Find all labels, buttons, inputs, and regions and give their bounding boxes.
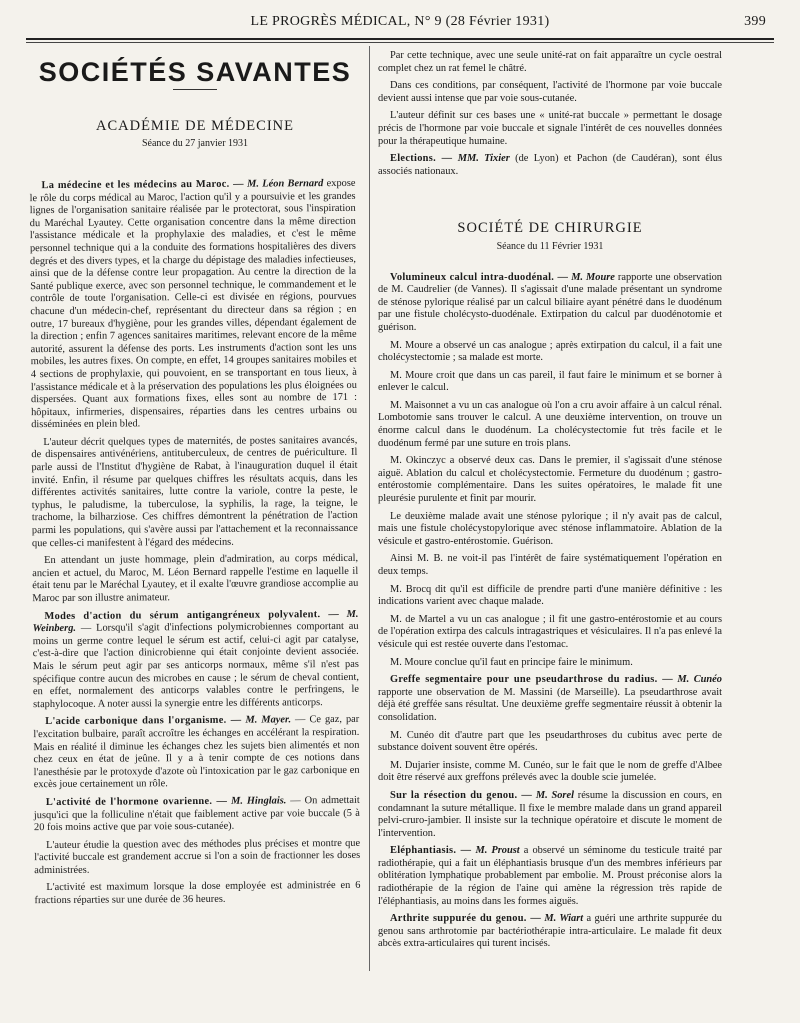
topic-heading: Elections. — — [390, 153, 453, 165]
paragraph: M. Okinczyc a observé deux cas. Dans le premier, il s'agissait d'une sténose aiguë. Ablation du calcul et cholécystectomie. Fermeture du duodénum ; gastro-entérostomie complémentaire. Dans les suites opératoires, le malade fit une pleurésie purulente et finit par mourir. — [378, 455, 722, 505]
paragraph: L'auteur décrit quelques types de maternités, de postes sanitaires avancés, de dispensaires antivénériens, antituberculeux, de centres de puériculture. Il parle aussi de l'Institut d'hygiène de Rabat, à l'inauguration duquel il était invité. Enfin, il résume par quelques chiffres les résultats acquis, dans les différentes activités sanitaires, lutte contre la variole, contre la peste, le typhus, le paludisme, la tuberculose, la syphilis, la rage, la teigne, le trachome, la bilharziose. Ces chiffres démontrent la pénétration de l'action parmi les populations, qui s'avère aussi par l'attachement et la reconnaissance que celles-ci manifestent à l'égard des médecins. — [31, 434, 358, 549]
paragraph-text: — Lorsqu'il s'agit d'infections polymicrobiennes comportant au moins un germe contre lequel le sérum est actif, celui-ci agit par catalyse, c'est-à-dire que l'action dinicrobienne qui était conjointe devient associée. Mais le sérum peut agir par ses anticorps normaux, même s'il n'est pas spécifique contre aucun des microbes en cause ; le sérum de cheval contient, en effet, normalement des anticorps valables contre le perfringens, le staphylocoque. A noter aussi la synergie entre les différents anticorps. — [32, 620, 360, 710]
author-name: M. Léon Bernard — [247, 177, 324, 190]
main-title: SOCIÉTÉS SAVANTES — [38, 57, 352, 87]
paragraph: Ainsi M. B. ne voit-il pas l'intérêt de faire systématiquement l'opération en deux temps. — [378, 553, 722, 577]
header-rule — [26, 38, 774, 40]
title-rule — [173, 89, 217, 90]
author-name: M. Wiart — [544, 913, 584, 925]
topic-heading: L'acide carbonique dans l'organisme. — — [45, 714, 242, 728]
paragraph: En attendant un juste hommage, plein d'admiration, au corps médical, ancien et actuel, du Maroc, M. Léon Bernard rappelle l'estime en laquelle il était tenu par le Maréchal Lyautey, et il exalte l'œuvre grandiose accomplie au Maroc par son illustre animateur. — [32, 552, 359, 604]
topic-heading: Eléphantiasis. — — [390, 845, 472, 857]
paragraph: M. Brocq dit qu'il est difficile de prendre parti d'une manière définitive : les indications varient avec chaque malade. — [378, 583, 722, 608]
paragraph — [378, 845, 722, 908]
paragraph-text: — On admettait jusqu'ici que la folliculine n'était que faiblement active par voie buccale (5 à 20 fois moins active que par voie sous-cutanée). — [33, 794, 360, 834]
paragraph-text: résume la discussion en cours, en condamnant la suture métallique. Il fixe le membre malade dans un grand appareil pelvi-cruro-jambier. Il insiste sur la technique opératoire et discute le moment de l'intervention. — [378, 789, 722, 839]
paragraph: Le deuxième malade avait une sténose pylorique ; il n'y avait pas de calcul, mais une fistule cholécystopylorique avec sténose inflammatoire. Ablation de la vésicule et gastro-entérostomie. Guérison. — [378, 510, 722, 547]
author-name: M. Moure — [571, 271, 615, 283]
paragraph-text: (de Lyon) et Pachon (de Caudéran), sont élus associés nationaux. — [378, 153, 722, 177]
paragraph: M. Moure croit que dans un cas pareil, il faut faire le minimum et se borner à enlever le calcul. — [378, 369, 722, 394]
paragraph-text: — Ce gaz, par l'excitation bulbaire, paraît accroître les échanges en accélérant la respiration. Mais en réalité il diminue les échanges chez les sujets bien alimentés et non chez ceux en état de jeûne. Il y a à tenir compte de ces notions dans l'anesthésie par le protoxyde d'azote où l'intoxication par le gaz carbonique en excès joue certainement un rôle. — [33, 713, 360, 791]
topic-heading: Sur la résection du genou. — — [390, 789, 533, 801]
section-title-chirurgie: SOCIÉTÉ DE CHIRURGIE — [457, 220, 643, 237]
topic-heading: Greffe segmentaire pour une pseudarthrose du radius. — — [390, 674, 673, 686]
topic-heading: La médecine et les médecins au Maroc. — — [41, 178, 244, 191]
paragraph: M. Cunéo dit d'autre part que les pseudarthroses du cubitus avec perte de substance doivent souvent être opérés. — [378, 729, 722, 754]
paragraph — [33, 714, 360, 792]
paragraph: M. Maisonnet a vu un cas analogue où l'on a cru avoir affaire à un calcul rénal. Lombotomie sans trouver le calcul. A une deuxième intervention, on trouve un énorme calcul dans le duodénum. La cholécystectomie fut très facile et le duodénum fermé par une suture en trois plans. — [378, 399, 722, 449]
paragraph — [378, 913, 722, 951]
paragraph: M. Dujarier insiste, comme M. Cunéo, sur le fait que le nom de greffe d'Albee doit être réservé aux greffons prélevés avec la double scie jumelée. — [378, 759, 722, 784]
paragraph-text: rapporte une observation de M. Caudrelier (de Vannes). Il s'agissait d'une malade présentant un syndrome de sténose pylorique réalisé par un calcul biliaire ayant pénétré dans le duodénum par une fistule cholécysto-duodénale. Extirpation du calcul par duodénotomie et guérison. — [378, 271, 723, 333]
right-column — [378, 50, 722, 956]
topic-heading: L'activité de l'hormone ovarienne. — — [45, 795, 228, 808]
paragraph: L'auteur définit sur ces bases une « unité-rat buccale » permettant le dosage précis de l'hormone par voie buccale et signale l'intérêt de ces nouvelles données pour la thérapeutique humaine. — [378, 110, 722, 147]
author-name: M. Cunéo — [677, 674, 722, 686]
paragraph-text: a observé un séminome du testicule traité par radiothérapie, qui a fait un éléphantiasis brusque d'un des membres inférieurs par oblitération lymphatique probablement par embolie. M. Proust préconise alors la radiothérapie de la région de l'aine qui amène la régression très rapide de l'éléphantiasis, au moins dans les formes aiguës. — [378, 845, 722, 907]
paragraph-text: a guéri une arthrite suppurée du genou sans arthrotomie par bactériothérapie intra-articulaire. Le malade fit deux abcès extra-articulaires qui turent incisés. — [378, 913, 722, 950]
page-number: 399 — [744, 14, 766, 29]
author-name: M. Sorel — [535, 789, 574, 801]
author-name: M. Mayer. — [245, 714, 292, 726]
author-name: M. Weinberg. — [32, 608, 359, 635]
paragraph: L'activité est maximum lorsque la dose employée est administrée en 6 fractions réparties sur une durée de 36 heures. — [34, 880, 361, 906]
left-body — [29, 178, 360, 908]
paragraph-text: rapporte une observation de M. Massini (de Marseille). La pseudarthrose avait déjà été greffée sans résultat. Une deuxième greffe segmentaire réussit à obtenir la consolidation. — [378, 686, 722, 723]
paragraph — [29, 178, 357, 432]
paragraph — [32, 608, 359, 711]
header-rule-thin — [26, 42, 774, 43]
running-header — [28, 14, 772, 30]
section-title-academie: ACADÉMIE DE MÉDECINE — [95, 117, 294, 134]
paragraph: M. de Martel a vu un cas analogue ; il fit une gastro-entérostomie et au cours de l'opération extirpa des calculs intragastriques et vésiculaires. Il n'a pas enlevé la vésicule qui est restée ouverte dans l'estomac. — [378, 613, 722, 650]
paragraph-text: expose le rôle du corps médical au Maroc, l'action qu'il y a poursuivie et les grandes lignes de l'organisation sanitaire réalisée par le protectorat, sous l'inspiration du Maréchal Lyautey. Cette organisation concentre dans la même direction l'assistance médicale et la prophylaxie des maladies, et c'est le même personnel technique qui a la conduite des formations hospitalières des divers degrés et des divers types, et la charge du dépistage des maladies infectieuses, ainsi que de la défense contre leur propagation. Au centre la direction de la Santé publique exerce, avec son personnel technique, le commandement et le contrôle de toute l'organisation. Celle-ci est divisée en régions, pourvues chacune d'un médecin-chef, représentant du directeur dans sa région ; en outre, 17 bureaux d'hygiène, pour les grandes villes, dépendant également de la direction ; enfin 7 agences sanitaires maritimes, relevant encore de la même autorité, assurent la défense des ports. Les instruments d'action sont les uns mobiles, les autres fixes. On compte, en effet, 14 groupes sanitaires mobiles et 4 sections de prophylaxie, qui pouvoient, en se transportant en tous lieux, à l'assistance médicale et à la préservation des populations les plus éloignées ou dispersées. Quant aux formations fixes, elles sont au nombre de 171 : hôpitaux, infirmeries, dispensaires, réparties dans les centres urbains ou disséminées en plein bled. — [29, 177, 358, 431]
author-name: M. Proust — [475, 845, 520, 857]
paragraph: L'auteur étudie la question avec des méthodes plus précises et montre que l'activité buccale est grandement accrue si l'on a soin de fractionner les doses administrées. — [34, 837, 361, 876]
paragraph: M. Moure a observé un cas analogue ; après extirpation du calcul, il a fait une cholécystectomie ; sa malade est morte. — [378, 339, 722, 364]
topic-heading: Volumineux calcul intra-duodénal. — — [390, 271, 569, 283]
paragraph: Dans ces conditions, par conséquent, l'activité de l'hormone par voie buccale devient aussi intense que par voie sous-cutanée. — [378, 80, 722, 104]
topic-heading: Arthrite suppurée du genou. — — [390, 913, 542, 925]
journal-header: LE PROGRÈS MÉDICAL, N° 9 (28 Février 1931) — [250, 14, 550, 29]
paragraph: M. Moure conclue qu'il faut en principe faire le minimum. — [390, 656, 633, 668]
author-name: MM. Tixier — [457, 153, 510, 165]
paragraph: Par cette technique, avec une seule unité-rat on fait apparaître un cycle oestral complet chez un rat femel le châtré. — [378, 50, 722, 74]
left-column — [29, 50, 361, 911]
column-divider — [369, 46, 370, 971]
topic-heading: Modes d'action du sérum antigangréneux polyvalent. — — [44, 608, 340, 622]
session-date: Séance du 27 janvier 1931 — [141, 138, 249, 150]
author-name: M. Hinglais. — [231, 795, 287, 807]
paragraph — [378, 272, 722, 335]
paragraph — [378, 790, 722, 840]
paragraph — [378, 674, 722, 724]
paragraph — [34, 795, 360, 835]
session-date: Séance du 11 Février 1931 — [496, 240, 604, 252]
paragraph — [378, 153, 722, 178]
